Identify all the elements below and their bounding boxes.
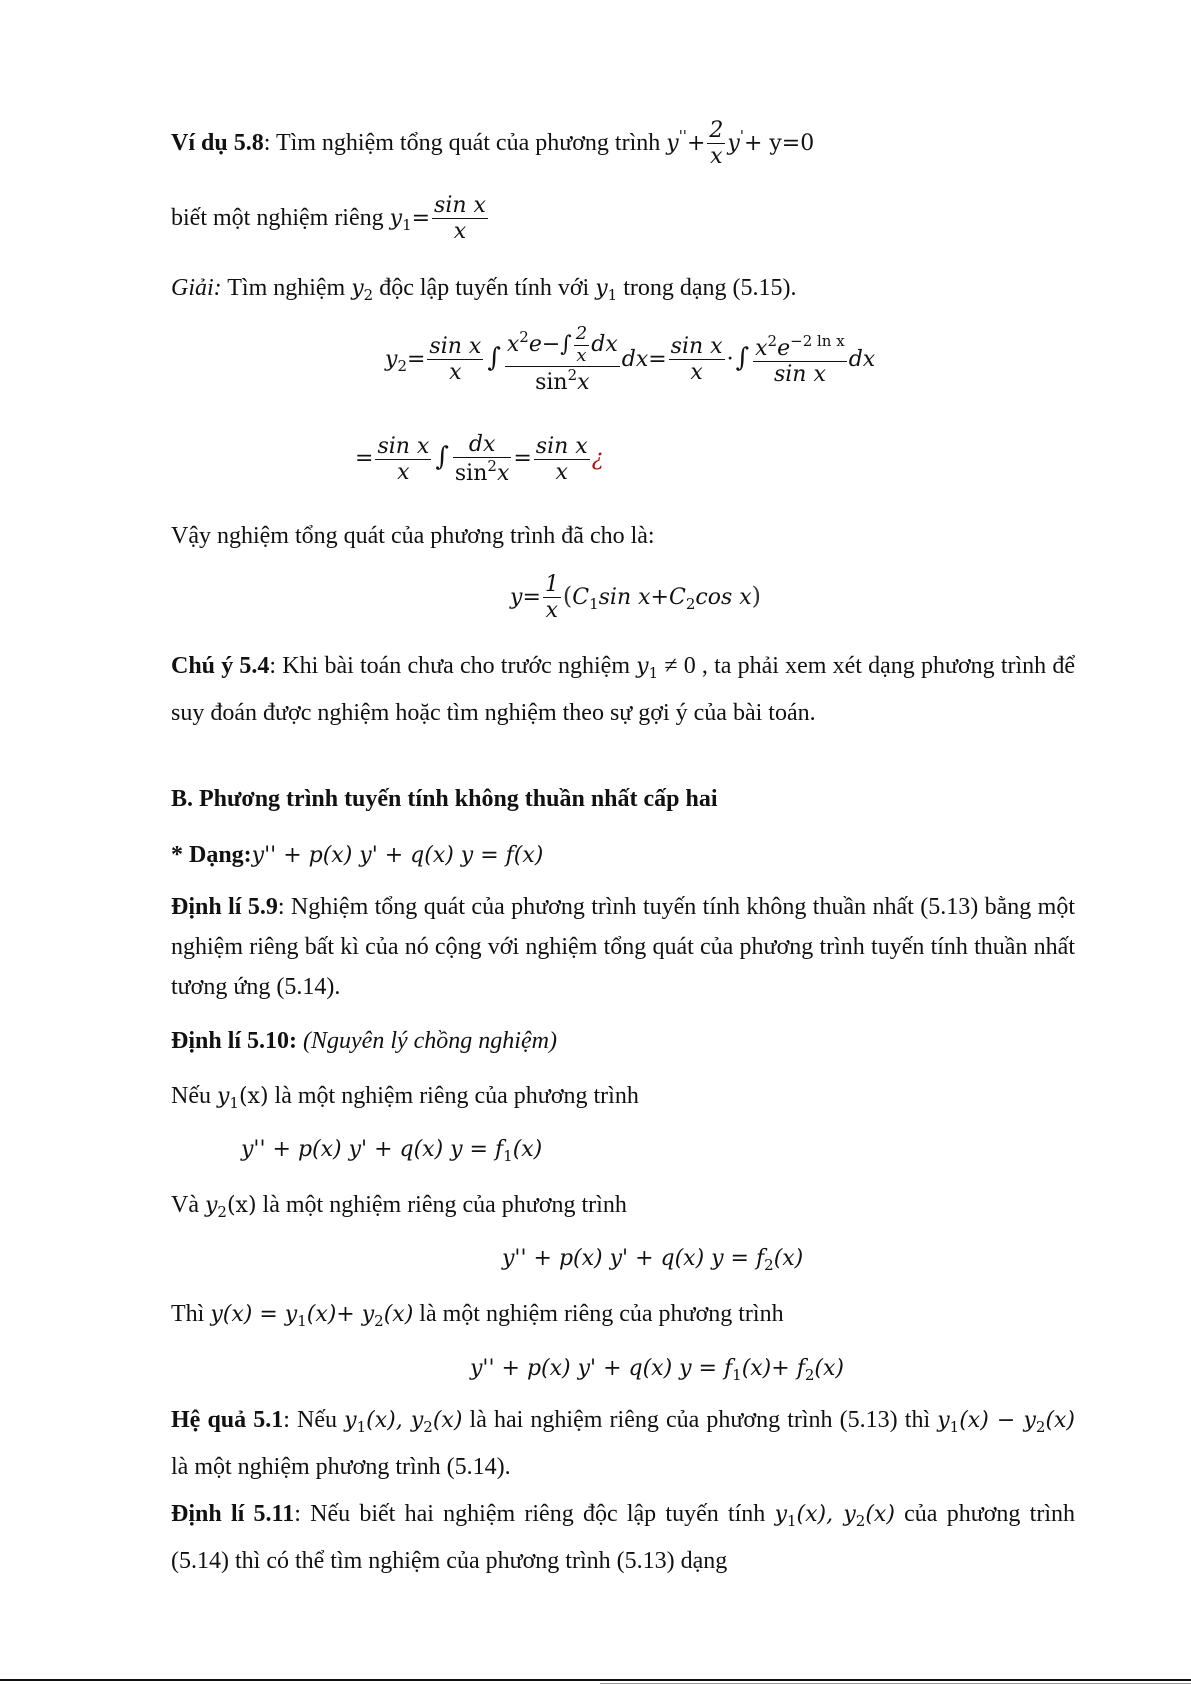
equation-f1: y'' + p(x) y' + q(x) $y = f_1(x)$ bbox=[241, 1137, 543, 1165]
theorem-5-9: Định lí 5.9: Nghiệm tổng quát của phương trình tuyến tính không thuần nhất (5.13) bằng một nghiệm riêng bất kì của nó cộng với nghiệm tổng quát của phương trình tuyến tính thuần nhất tương ứng (5.14). bbox=[171, 894, 1076, 1000]
section-b-title: B. Phương trình tuyến tính không thuần nhất cấp hai bbox=[171, 786, 718, 812]
particular-solution-formula: $y_1=$ $\frac{\text{sin x}}{x}$ bbox=[389, 193, 486, 245]
general-solution-intro: Vậy nghiệm tổng quát của phương trình đã cho là: bbox=[171, 523, 655, 549]
page-bottom-rule-secondary bbox=[600, 1683, 1191, 1684]
note-label: Chú ý 5.4 bbox=[171, 653, 270, 679]
equation-y2-derivation: $y_2=$ $\frac{\text{sin x}}{x}$ ∫ $x^2e-\int$ $\frac{2}{x}$ dx $\sin^2x$ dx= $\frac{\text{sin x}}{x}$ ·∫ $\frac{x^2e^{-2 ln x}}{\text{sin x}}$ dx bbox=[385, 323, 876, 396]
theorem-5-10-title: Định lí 5.10: (Nguyên lý chồng nghiệm) bbox=[171, 1028, 557, 1054]
theorem-5-11: Định lí 5.11: Nếu biết hai nghiệm riêng độc lập tuyến tính $y_1(x)$, $y_2(x)$ của phương trình (5.14) thì có thể tìm nghiệm của phương trình (5.13) dạng bbox=[171, 1501, 1075, 1574]
example-5-8-line bbox=[171, 118, 1075, 170]
corollary-label: Hệ quả 5.1 bbox=[171, 1407, 284, 1433]
theorem-5-9-label: Định lí 5.9 bbox=[171, 894, 278, 920]
equation-y2-result: = $\frac{\text{sin x}}{x}$ ∫ $\frac{dx}{\sin^2x}$ = $\frac{\text{sin x}}{x}$ ¿ bbox=[355, 432, 604, 487]
example-label: Ví dụ 5.8 bbox=[171, 129, 264, 156]
equation-f1-plus-f2: y'' + p(x) y' + q(x) $y = f_1(x)+ f_2(x)$ bbox=[470, 1356, 844, 1384]
form-label: * Dạng: bbox=[171, 842, 252, 868]
general-solution-equation: y= $\frac{1}{x}$ ($C_1\sin$ $x+C_2\cos$ x) bbox=[510, 572, 762, 624]
render-error-glyph: ¿ bbox=[591, 446, 604, 472]
and-line: Và $y_2(x)$ là một nghiệm riêng của phương trình bbox=[171, 1192, 627, 1221]
solution-intro-line: Giải: Tìm nghiệm $y_2$ độc lập tuyến tính với $y_1$ trong dạng (5.15). bbox=[171, 275, 797, 304]
solution-label: Giải: bbox=[171, 275, 222, 301]
example-text: : Tìm nghiệm tổng quát của phương trình bbox=[263, 129, 661, 156]
if-line: Nếu $y_1(x)$ là một nghiệm riêng của phương trình bbox=[171, 1083, 639, 1112]
example-equation: y''+ $\frac{2}{x}$ y'+ y=0 bbox=[666, 118, 815, 170]
then-line: Thì $y(x) = y_1(x)+ y_2(x)$ là một nghiệm riêng của phương trình bbox=[171, 1301, 784, 1330]
particular-solution-text: biết một nghiệm riêng bbox=[171, 204, 390, 231]
form-line bbox=[171, 836, 1075, 874]
particular-solution-line bbox=[171, 193, 1075, 245]
corollary-5-1: Hệ quả 5.1: Nếu $y_1(x)$, $y_2(x)$ là hai nghiệm riêng của phương trình (5.13) thì $y_1(x) - y_2(x)$ là một nghiệm phương trình (5.14). bbox=[171, 1407, 1076, 1480]
theorem-5-11-label: Định lí 5.11 bbox=[171, 1501, 295, 1527]
form-formula: y'' + p(x) y' + q(x) y = f(x) bbox=[251, 843, 544, 868]
equation-f2: y'' + p(x) y' + q(x) $y = f_2(x)$ bbox=[502, 1246, 804, 1274]
note-5-4: Chú ý 5.4: Khi bài toán chưa cho trước nghiệm $y_1 \ne 0$ , ta phải xem xét dạng phương trình để suy đoán được nghiệm hoặc tìm nghiệm theo sự gợi ý của bài toán. bbox=[171, 653, 1075, 726]
page-bottom-rule bbox=[0, 1679, 1191, 1681]
